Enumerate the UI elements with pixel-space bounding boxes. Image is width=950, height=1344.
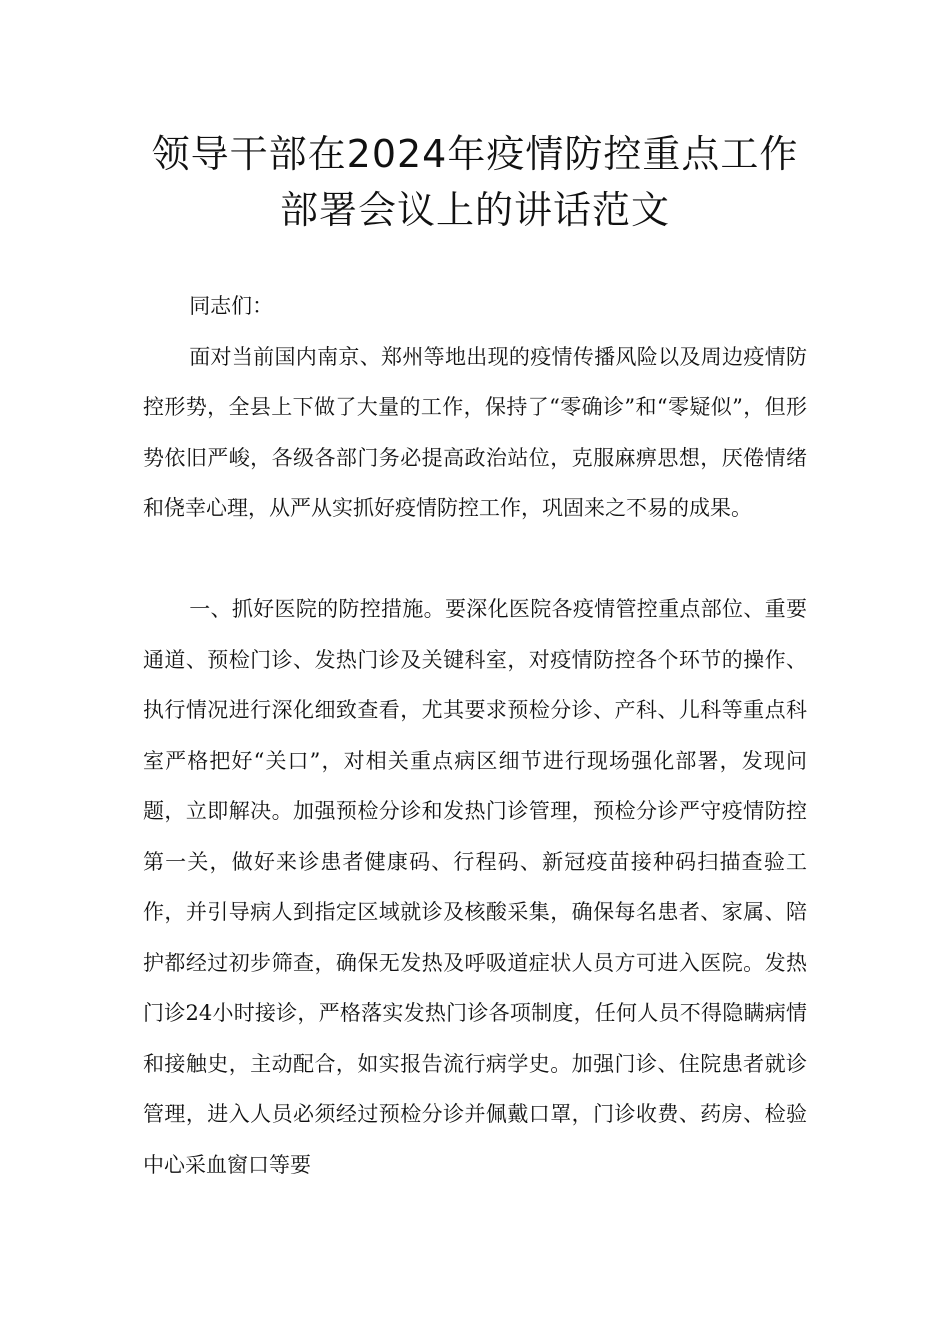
paragraph-spacer: [143, 534, 807, 585]
document-title: [100, 126, 850, 238]
intro-paragraph: 面对当前国内南京、郑州等地出现的疫情传播风险以及周边疫情防控形势，全县上下做了大量的工作，保持了“零确诊”和“零疑似”，但形势依旧严峻，各级各部门务必提高政治站位，克服麻痹思想，厌倦情绪和侥幸心理，从严从实抓好疫情防控工作，巩固来之不易的成果。: [143, 344, 807, 520]
document-body: [143, 281, 807, 1190]
section-1-paragraph: 一、抓好医院的防控措施。要深化医院各疫情管控重点部位、重要通道、预检门诊、发热门诊及关键科室，对疫情防控各个环节的操作、执行情况进行深化细致查看，尤其要求预检分诊、产科、儿科等重点科室严格把好“关口”，对相关重点病区细节进行现场强化部署，发现问题，立即解决。加强预检分诊和发热门诊管理，预检分诊严守疫情防控第一关，做好来诊患者健康码、行程码、新冠疫苗接种码扫描查验工作，并引导病人到指定区域就诊及核酸采集，确保每名患者、家属、陪护都经过初步筛查，确保无发热及呼吸道症状人员方可进入医院。发热门诊24小时接诊，严格落实发热门诊各项制度，任何人员不得隐瞒病情和接触史，主动配合，如实报告流行病学史。加强门诊、住院患者就诊管理，进入人员必须经过预检分诊并佩戴口罩，门诊收费、药房、检验中心采血窗口等要: [143, 597, 807, 1177]
title-line-1: 领导干部在2024年疫情防控重点工作: [151, 132, 799, 176]
title-line-2: 部署会议上的讲话范文: [279, 188, 670, 232]
salutation-paragraph: 同志们：: [189, 294, 274, 318]
